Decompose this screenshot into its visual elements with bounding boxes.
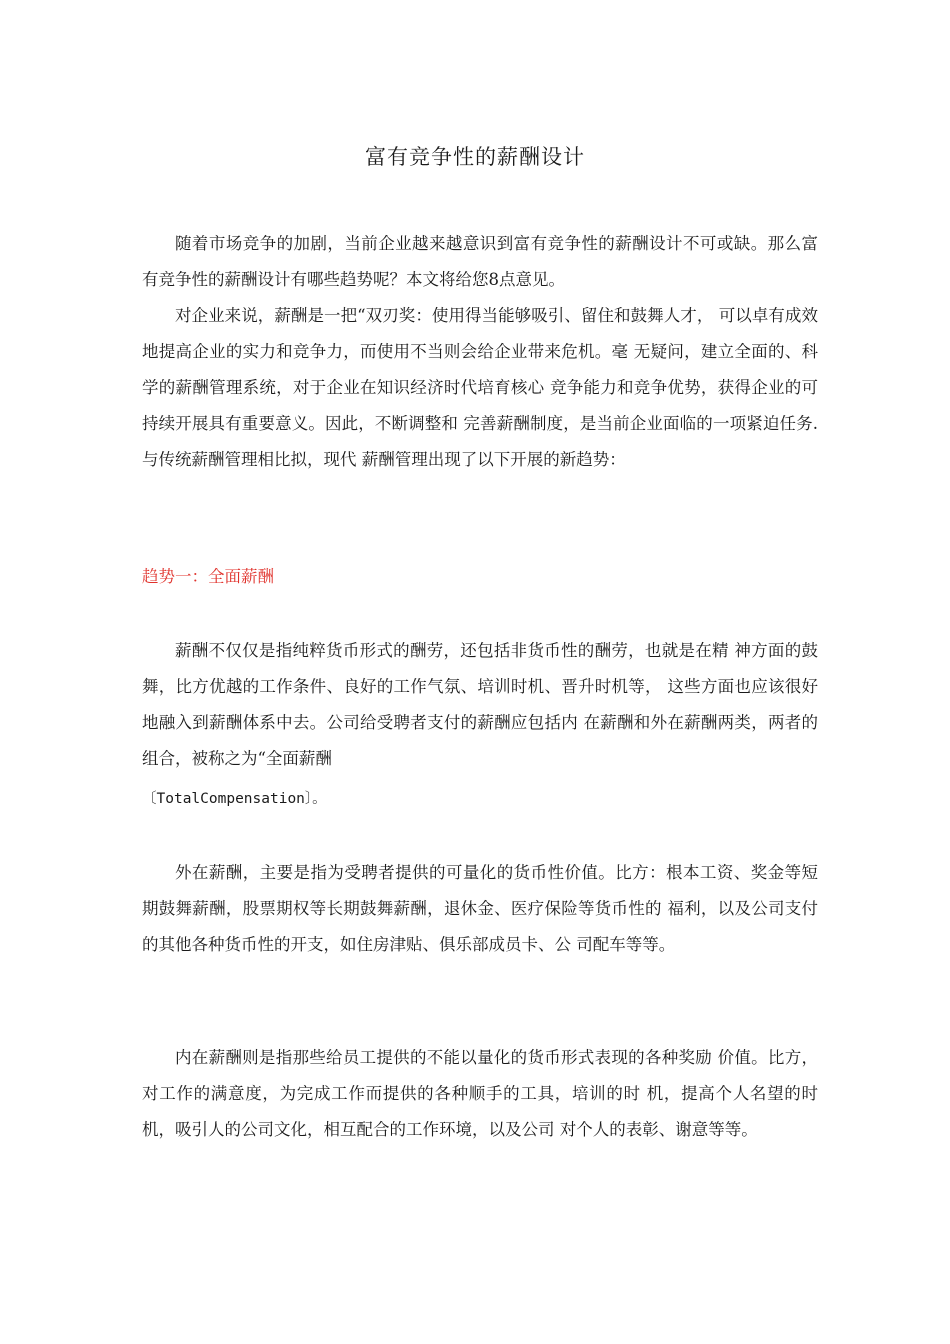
intro-paragraph: 随着市场竞争的加剧，当前企业越来越意识到富有竞争性的薪酬设计不可或缺。那么富有竞争性的薪酬设计有哪些趋势呢？本文将给您8点意见。 bbox=[142, 234, 818, 289]
extrinsic-compensation-paragraph: 外在薪酬，主要是指为受聘者提供的可量化的货币性价值。比方：根本工资、奖金等短期鼓舞薪酬，股票期权等长期鼓舞薪酬，退休金、医疗保险等货币性的 福利，以及公司支付的其他各种货币性的开支，如住房津贴、俱乐部成员卡、公 司配车等等。 bbox=[142, 863, 818, 954]
double-edged-paragraph: 对企业来说，薪酬是一把“双刃奖：使用得当能够吸引、留住和鼓舞人才， 可以卓有成效地提高企业的实力和竞争力，而使用不当则会给企业带来危机。毫 无疑问，建立全面的、科学的薪酬管理系统，对于企业在知识经济时代培育核心 竞争能力和竞争优势，获得企业的可持续开展具有重要意义。因此，不断调整和 完善薪酬制度，是当前企业面临的一项紧迫任务.与传统薪酬管理相比拟，现代 薪酬管理出现了以下开展的新趋势： bbox=[142, 306, 818, 469]
trend-one-heading: 趋势一：全面薪酬 bbox=[142, 567, 274, 586]
total-compensation-paragraph: 薪酬不仅仅是指纯粹货币形式的酬劳，还包括非货币性的酬劳，也就是在精 神方面的鼓舞，比方优越的工作条件、良好的工作气氛、培训时机、晋升时机等， 这些方面也应该很好地融入到薪酬体系中去。公司给受聘者支付的薪酬应包括内 在薪酬和外在薪酬两类，两者的组合，被称之为“全面薪酬 bbox=[142, 641, 818, 768]
intrinsic-compensation-paragraph: 内在薪酬则是指那些给员工提供的不能以量化的货币形式表现的各种奖励 价值。比方，对工作的满意度，为完成工作而提供的各种顺手的工具，培训的时 机，提高个人名望的时机，吸引人的公司文化，相互配合的工作环境，以及公司 对个人的表彰、谢意等等。 bbox=[142, 1048, 818, 1139]
total-compensation-term: 〔TotalCompensation〕。 bbox=[142, 791, 327, 807]
document-title: 富有竞争性的薪酬设计 bbox=[365, 145, 585, 169]
